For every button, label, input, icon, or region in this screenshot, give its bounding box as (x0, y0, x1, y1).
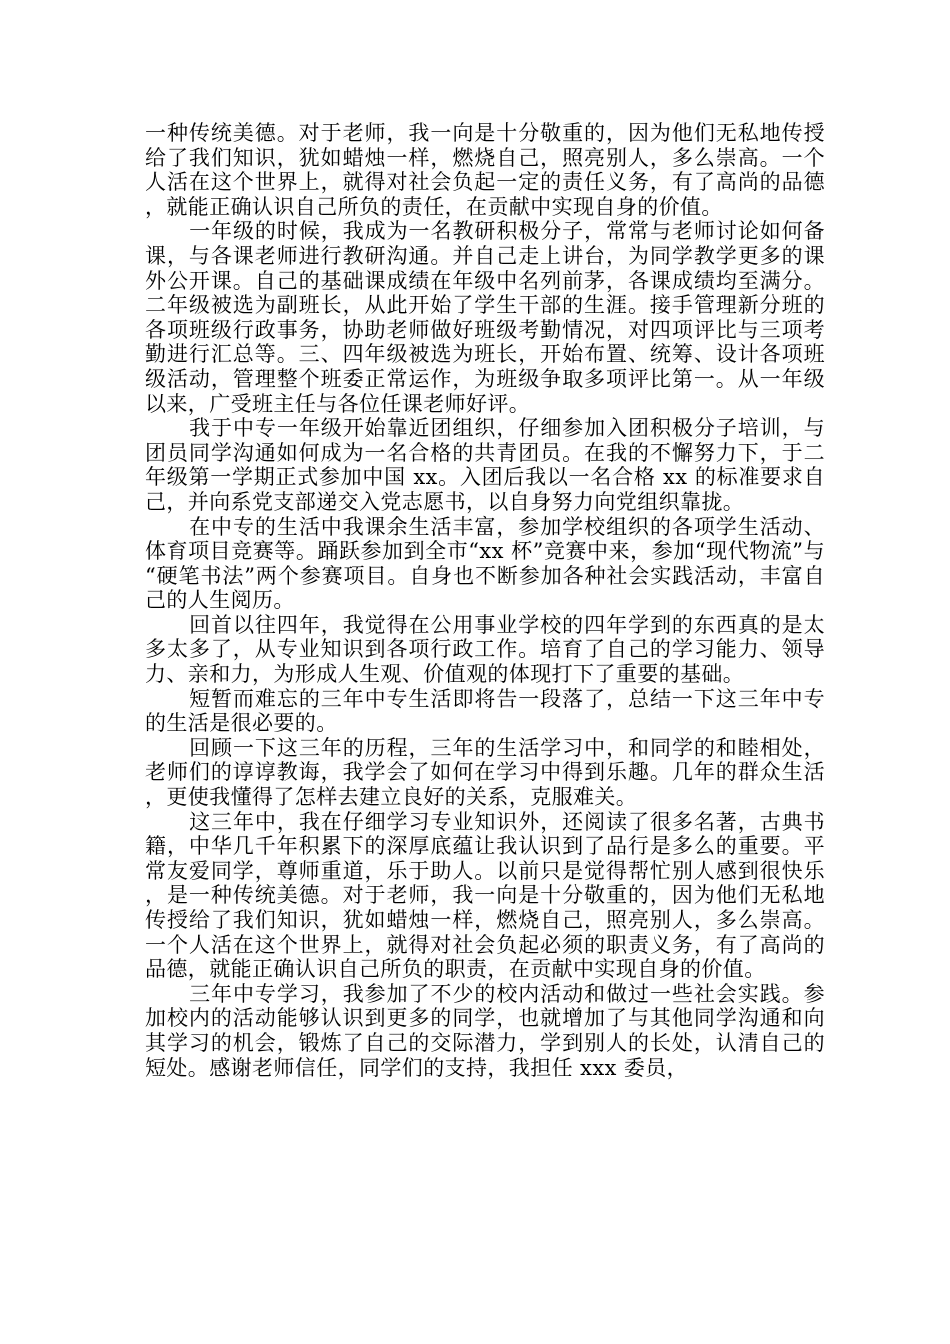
document-body (145, 121, 825, 1080)
paragraph-reading-morals: 这三年中，我在仔细学习专业知识外，还阅读了很多名著，古典书籍，中华几千年积累下的深厚底蕴让我认识到了品行是多么的重要。平常友爱同学，尊师重道，乐于助人。以前只是觉得帮忙别人感到很快乐，是一种传统美德。对于老师，我一向是十分敬重的，因为他们无私地传授给了我们知识，犹如蜡烛一样，燃烧自己，照亮别人，多么崇高。一个人活在这个世界上，就得对社会负起必须的职责义务，有了高尚的品德，就能正确认识自己所负的职责，在贡献中实现自身的价值。 (145, 809, 825, 982)
paragraph-campus-activities: 三年中专学习，我参加了不少的校内活动和做过一些社会实践。参加校内的活动能够认识到更多的同学，也就增加了与其他同学沟通和向其学习的机会，锻炼了自己的交际潜力，学到别人的长处，认清自己的短处。感谢老师信任，同学们的支持，我担任 xxx 委员， (145, 981, 825, 1080)
paragraph-continued: 一种传统美德。对于老师，我一向是十分敬重的，因为他们无私地传授给了我们知识，犹如蜡烛一样，燃烧自己，照亮别人，多么崇高。一个人活在这个世界上，就得对社会负起一定的责任义务，有了高尚的品德，就能正确认识自己所负的责任，在贡献中实现自身的价值。 (145, 121, 825, 219)
paragraph-league-membership: 我于中专一年级开始靠近团组织，仔细参加入团积极分子培训，与团员同学沟通如何成为一名合格的共青团员。在我的不懈努力下，于二年级第一学期正式参加中国 xx。入团后我以一名合格 xx 的标准要求自己，并向系党支部递交入党志愿书，以自身努力向党组织靠拢。 (145, 416, 825, 514)
paragraph-looking-back: 回首以往四年，我觉得在公用事业学校的四年学到的东西真的是太多太多了，从专业知识到各项行政工作。培育了自己的学习能力、领导力、亲和力，为形成人生观、价值观的体现打下了重要的基础。 (145, 612, 825, 687)
paragraph-review: 回顾一下这三年的历程，三年的生活学习中，和同学的和睦相处，老师们的谆谆教诲，我学会了如何在学习中得到乐趣。几年的群众生活，更使我懂得了怎样去建立良好的关系，克服难关。 (145, 735, 825, 810)
paragraph-grade-one-activities: 一年级的时候，我成为一名教研积极分子，常常与老师讨论如何备课，与各课老师进行教研沟通。并自己走上讲台，为同学教学更多的课外公开课。自己的基础课成绩在年级中名列前茅，各课成绩均至满分。二年级被选为副班长，从此开始了学生干部的生涯。接手管理新分班的各项班级行政事务，协助老师做好班级考勤情况，对四项评比与三项考勤进行汇总等。三、四年级被选为班长，开始布置、统筹、设计各项班级活动，管理整个班委正常运作，为班级争取多项评比第一。从一年级以来，广受班主任与各位任课老师好评。 (145, 219, 825, 416)
paragraph-extracurricular: 在中专的生活中我课余生活丰富，参加学校组织的各项学生活动、体育项目竞赛等。踊跃参加到全市“xx 杯”竞赛中来，参加“现代物流”与“硬笔书法”两个参赛项目。自身也不断参加各种社会实践活动，丰富自己的人生阅历。 (145, 514, 825, 613)
paragraph-summary-intro: 短暂而难忘的三年中专生活即将告一段落了，总结一下这三年中专的生活是很必要的。 (145, 686, 825, 736)
